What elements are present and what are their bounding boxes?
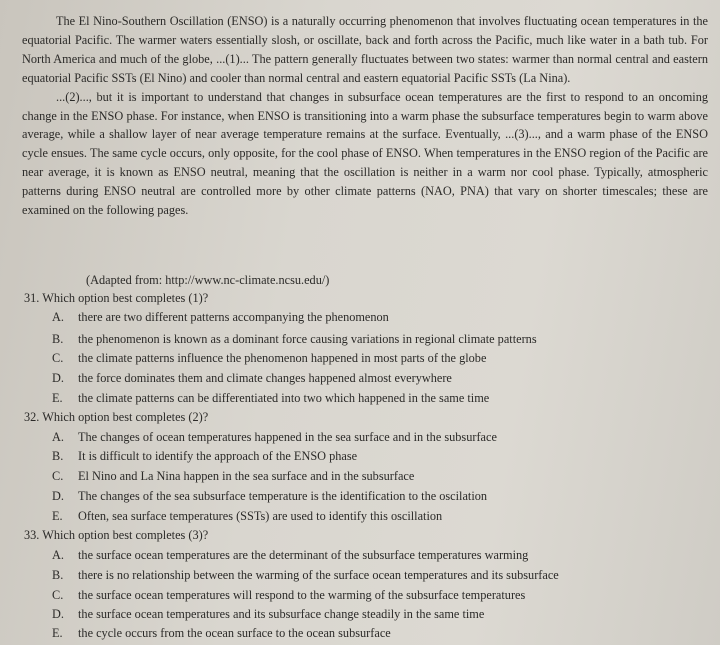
option-text: The changes of ocean temperatures happened in the sea surface and in the subsurface (78, 430, 497, 444)
option-letter: B. (52, 449, 64, 463)
option-letter: E. (52, 509, 63, 523)
option-31-b[interactable] (52, 330, 537, 348)
option-letter: A. (52, 310, 64, 324)
option-33-b[interactable] (52, 566, 559, 584)
option-31-c[interactable] (52, 349, 486, 367)
question-prompt: Which option best completes (1)? (42, 291, 209, 305)
option-letter: C. (52, 588, 64, 602)
option-text: The changes of the sea subsurface temperature is the identification to the oscilation (78, 489, 488, 503)
option-33-c[interactable] (52, 586, 525, 604)
option-text: the surface ocean temperatures and its subsurface change steadily in the same time (78, 607, 485, 621)
question-number: 32. (24, 410, 40, 424)
option-text: the climate patterns can be differentiated into two which happened in the same time (78, 391, 490, 405)
question-number: 31. (24, 291, 40, 305)
option-letter: C. (52, 351, 64, 365)
passage-paragraph-1: The El Nino-Southern Oscillation (ENSO) is a naturally occurring phenomenon that involves fluctuating ocean temperatures in the equatorial Pacific. The warmer waters essentially slosh, or oscillate, back and forth across the Pacific, much like water in a bath tub. For North America and much of the globe, ...(1)... The pattern generally fluctuates between two states: warmer than normal central and eastern equatorial Pacific SSTs (El Nino) and cooler than normal central and eastern equatorial Pacific SSTs (La Nina). (22, 14, 708, 85)
option-letter: D. (52, 489, 64, 503)
question-31 (24, 289, 208, 307)
option-31-d[interactable] (52, 369, 452, 387)
question-number: 33. (24, 528, 40, 542)
option-text: Often, sea surface temperatures (SSTs) are used to identify this oscillation (78, 509, 443, 523)
option-33-d[interactable] (52, 605, 484, 623)
option-text: the cycle occurs from the ocean surface to the ocean subsurface (78, 626, 391, 640)
option-letter: A. (52, 548, 64, 562)
option-letter: C. (52, 469, 64, 483)
option-letter: D. (52, 371, 64, 385)
question-33 (24, 526, 208, 544)
question-prompt: Which option best completes (3)? (42, 528, 209, 542)
option-32-a[interactable] (52, 428, 497, 446)
option-32-e[interactable] (52, 507, 442, 525)
option-letter: E. (52, 626, 63, 640)
option-32-c[interactable] (52, 467, 414, 485)
option-33-e[interactable] (52, 624, 391, 642)
option-32-b[interactable] (52, 447, 357, 465)
option-text: El Nino and La Nina happen in the sea surface and in the subsurface (78, 469, 415, 483)
option-text: there are two different patterns accompanying the phenomenon (78, 310, 389, 324)
passage-paragraph-2: ...(2)..., but it is important to understand that changes in subsurface ocean temperatures are the first to respond to an oncoming change in the ENSO phase. For instance, when ENSO is transitioning into a warm phase the subsurface temperatures begin to warm above average, while a shallow layer of near average temperature remains at the surface. Eventually, ...(3)..., and a warm phase of the ENSO cycle ensues. The same cycle occurs, only opposite, for the cool phase of ENSO. When temperatures in the ENSO region of the Pacific are near average, it is known as ENSO neutral, meaning that the oscillation is neither in a warm nor cool phase. Typically, atmospheric patterns during ENSO neutral are controlled more by other climate patterns (NAO, PNA) that vary on shorter timescales; these are examined on the following pages. (22, 89, 708, 218)
option-33-a[interactable] (52, 546, 528, 564)
passage-source: (Adapted from: http://www.nc-climate.ncsu.edu/) (86, 273, 330, 287)
option-32-d[interactable] (52, 487, 487, 505)
option-text: the surface ocean temperatures are the determinant of the subsurface temperatures warming (78, 548, 529, 562)
option-letter: B. (52, 332, 64, 346)
question-32 (24, 408, 208, 426)
option-text: the surface ocean temperatures will respond to the warming of the subsurface temperatures (78, 588, 526, 602)
option-text: the climate patterns influence the phenomenon happened in most parts of the globe (78, 351, 487, 365)
option-text: there is no relationship between the warming of the surface ocean temperatures and its subsurface (78, 568, 559, 582)
question-prompt: Which option best completes (2)? (42, 410, 209, 424)
option-letter: B. (52, 568, 64, 582)
option-text: It is difficult to identify the approach of the ENSO phase (78, 449, 358, 463)
option-letter: E. (52, 391, 63, 405)
option-text: the phenomenon is known as a dominant force causing variations in regional climate patterns (78, 332, 537, 346)
option-31-e[interactable] (52, 389, 489, 407)
option-31-a[interactable] (52, 308, 389, 326)
option-letter: A. (52, 430, 64, 444)
option-letter: D. (52, 607, 64, 621)
option-text: the force dominates them and climate changes happened almost everywhere (78, 371, 452, 385)
reading-passage (22, 12, 708, 220)
